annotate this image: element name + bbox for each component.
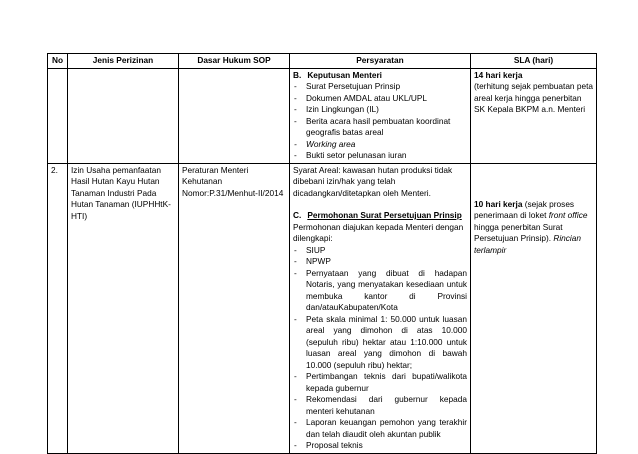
header-no: No xyxy=(48,54,68,69)
cell-no xyxy=(48,68,68,163)
sla-detail: (terhitung sejak pembuatan peta areal kerja hingga penerbitan SK Kepala BKPM a.n. Menteri xyxy=(474,81,594,114)
list-item: - Pertimbangan teknis dari bupati/walikota kepada gubernur xyxy=(293,371,467,394)
header-sla: SLA (hari) xyxy=(471,54,597,69)
table-row xyxy=(48,68,597,163)
requirement-list xyxy=(293,81,467,162)
cell-jenis xyxy=(68,68,179,163)
section-heading: B. Keputusan Menteri xyxy=(293,69,382,80)
list-item: - Dokumen AMDAL atau UKL/UPL xyxy=(293,93,467,105)
list-item: - Rekomendasi dari gubernur kepada menteri kehutanan xyxy=(293,394,467,417)
syarat-areal: Syarat Areal: kawasan hutan produksi tidak dibebani izin/hak yang telah dicadangkan/ditetapkan oleh Menteri. xyxy=(293,164,453,198)
cell-sla xyxy=(471,163,597,453)
section-heading: C. Permohonan Surat Persetujuan Prinsip xyxy=(293,210,462,220)
cell-no: 2. xyxy=(48,163,68,453)
list-item: - Pernyataan yang dibuat di hadapan Notaris, yang menyatakan kesediaan untuk membuka kantor di Provinsi dan/atauKabupaten/Kota xyxy=(293,268,467,314)
list-item: - Laporan keuangan pemohon yang terakhir dan telah diaudit oleh akuntan publik xyxy=(293,417,467,440)
list-item: - SIUP xyxy=(293,245,467,257)
cell-sla xyxy=(471,68,597,163)
cell-jenis: Izin Usaha pemanfaatan Hasil Hutan Kayu Hutan Tanaman Industri Pada Hutan Tanaman (IUPHHtK-HTI) xyxy=(68,163,179,453)
list-item: - Berita acara hasil pembuatan koordinat geografis batas areal xyxy=(293,116,467,139)
sla-duration: 14 hari kerja xyxy=(474,69,523,80)
permit-table xyxy=(47,53,597,454)
list-item: - Izin Lingkungan (IL) xyxy=(293,104,467,116)
requirement-list xyxy=(293,245,467,452)
cell-persyaratan xyxy=(290,68,471,163)
header-persyaratan: Persyaratan xyxy=(290,54,471,69)
cell-persyaratan xyxy=(290,163,471,453)
cell-dasar xyxy=(179,68,290,163)
header-row xyxy=(48,54,597,69)
cell-dasar: Peraturan Menteri Kehutanan Nomor:P.31/Menhut-II/2014 xyxy=(179,163,290,453)
table-row xyxy=(48,163,597,453)
header-jenis-perizinan: Jenis Perizinan xyxy=(68,54,179,69)
section-intro: Permohonan diajukan kepada Menteri dengan dilengkapi: xyxy=(293,221,464,243)
list-item: - NPWP xyxy=(293,256,467,268)
header-dasar-hukum: Dasar Hukum SOP xyxy=(179,54,290,69)
list-item: - Proposal teknis xyxy=(293,440,467,452)
list-item: - Surat Persetujuan Prinsip xyxy=(293,81,467,93)
sla-detail: 10 hari kerja (sejak proses penerimaan di loket front office hingga penerbitan Surat Persetujuan Prinsip). Rincian terlampir xyxy=(474,198,588,255)
list-item: - Peta skala minimal 1: 50.000 untuk luasan areal yang dimohon di atas 10.000 (sepuluh ribu) hektar atau 1:10.000 untuk luasan areal yang dimohon di bawah 10.000 (sepuluh ribu) hektar; xyxy=(293,314,467,372)
list-item: - Working area xyxy=(293,139,467,151)
list-item: - Bukti setor pelunasan iuran xyxy=(293,150,467,162)
